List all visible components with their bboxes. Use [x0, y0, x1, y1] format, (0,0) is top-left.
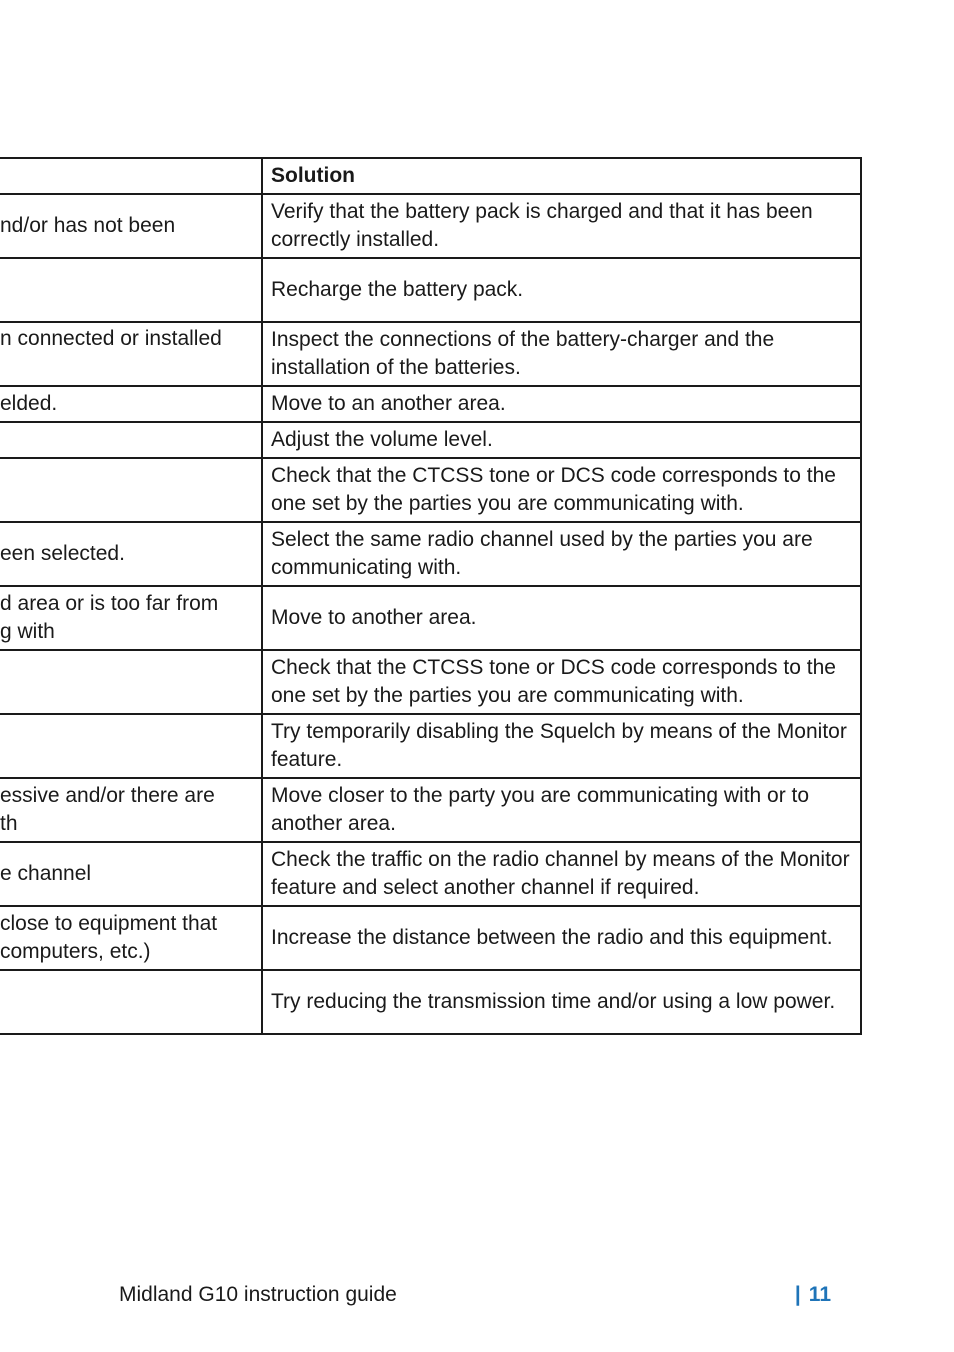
header-solution: Solution: [262, 158, 861, 194]
cause-cell: [0, 842, 262, 906]
cause-line: computers, etc.): [0, 940, 151, 963]
solution-cell: Move to another area.: [262, 586, 861, 650]
cause-line: d area or is too far from: [0, 591, 219, 615]
cause-cell: [0, 422, 262, 458]
solution-cell: Check the traffic on the radio channel by means of the Monitor feature and select another channel if required.: [262, 842, 861, 906]
cause-cell: [0, 522, 262, 586]
cause-line: essive and/or there are: [0, 783, 215, 807]
table-row: [0, 586, 861, 650]
cause-line: g with: [0, 620, 55, 643]
solution-cell: Check that the CTCSS tone or DCS code corresponds to the one set by the parties you are communicating with.: [262, 650, 861, 714]
cause-cell: [0, 714, 262, 778]
cause-cell: [0, 194, 262, 258]
cause-line: een selected.: [0, 541, 125, 565]
table-row: [0, 194, 861, 258]
table-row: [0, 386, 861, 422]
table-row: [0, 970, 861, 1034]
table-row: [0, 322, 861, 386]
solution-cell: Check that the CTCSS tone or DCS code corresponds to the one set by the parties you are communicating with.: [262, 458, 861, 522]
footer-guide-title: Midland G10 instruction guide: [119, 1283, 397, 1306]
troubleshooting-table: [0, 157, 862, 1035]
cause-line: th: [0, 812, 18, 835]
cause-cell: [0, 586, 262, 650]
page-number: 11: [808, 1283, 831, 1306]
table-row: [0, 714, 861, 778]
solution-cell: Try reducing the transmission time and/or using a low power.: [262, 970, 861, 1034]
table-row: [0, 522, 861, 586]
table-row: [0, 906, 861, 970]
solution-cell: Inspect the connections of the battery-charger and the installation of the batteries.: [262, 322, 861, 386]
cause-cell: [0, 650, 262, 714]
cause-cell: [0, 970, 262, 1034]
table-row: [0, 258, 861, 322]
solution-cell: Move to an another area.: [262, 386, 861, 422]
cause-line: nd/or has not been: [0, 213, 176, 237]
cause-line: close to equipment that: [0, 911, 218, 935]
cause-cell: [0, 322, 262, 386]
solution-cell: Recharge the battery pack.: [262, 258, 861, 322]
solution-cell: Move closer to the party you are communicating with or to another area.: [262, 778, 861, 842]
footer-separator: |: [794, 1283, 801, 1306]
cause-cell: [0, 386, 262, 422]
cause-cell: [0, 258, 262, 322]
solution-cell: Verify that the battery pack is charged and that it has been correctly installed.: [262, 194, 861, 258]
footer-page-number: [795, 1283, 831, 1307]
table-row: [0, 458, 861, 522]
solution-cell: Adjust the volume level.: [262, 422, 861, 458]
troubleshooting-table-container: [0, 157, 850, 1035]
solution-cell: Select the same radio channel used by the parties you are communicating with.: [262, 522, 861, 586]
solution-cell: Increase the distance between the radio and this equipment.: [262, 906, 861, 970]
solution-cell: Try temporarily disabling the Squelch by means of the Monitor feature.: [262, 714, 861, 778]
cause-line: n connected or installed: [0, 327, 222, 350]
table-row: [0, 422, 861, 458]
cause-cell: [0, 906, 262, 970]
table-header-row: [0, 158, 861, 194]
cause-line: elded.: [0, 391, 58, 415]
cause-cell: [0, 778, 262, 842]
table-row: [0, 650, 861, 714]
cause-line: e channel: [0, 861, 92, 885]
table-row: [0, 842, 861, 906]
cause-cell: [0, 458, 262, 522]
header-cause: [0, 158, 262, 194]
table-row: [0, 778, 861, 842]
